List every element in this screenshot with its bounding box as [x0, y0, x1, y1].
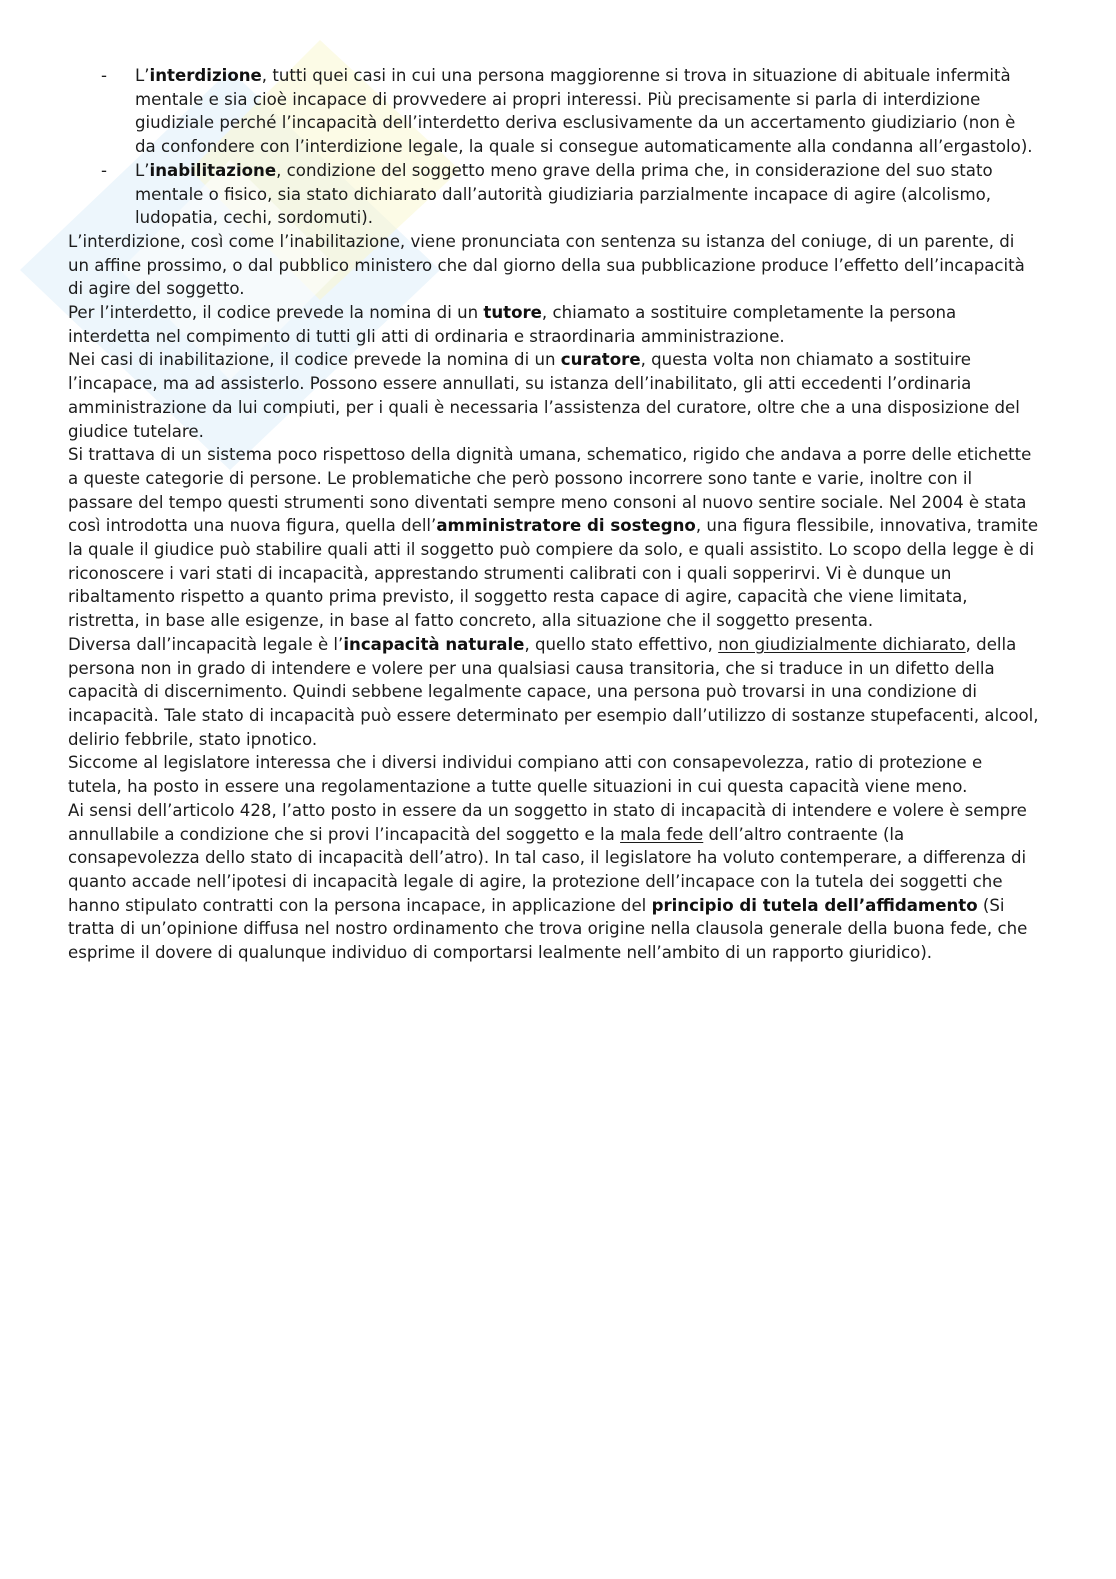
- term-curatore: curatore: [560, 350, 641, 370]
- text-span: , della persona non in grado di intendere e volere per una qualsiasi causa transitoria, che si traduce in un difetto della capacità di discernimento. Quindi sebbene legalmente capace, una persona può trovarsi in una condizione di incapacità. Tale stato di incapacità può essere determinato per esempio dall’utilizzo di sostanze stupefacenti, alcool, delirio febbrile, stato ipnotico.: [68, 634, 1039, 749]
- paragraph-legislatore: Siccome al legislatore interessa che i diversi individui compiano atti con consapevolezza, ratio di protezione e tutela, ha posto in essere una regolamentazione a tutte quelle situazioni in cui questa capacità viene meno.: [68, 753, 983, 797]
- bullet-lead: L’: [135, 160, 150, 180]
- text-span: Per l’interdetto, il codice prevede la nomina di un: [68, 303, 484, 323]
- paragraph-tutore: [68, 301, 1040, 348]
- text-span: (Si tratta di un’opinione diffusa nel nostro ordinamento che trova origine nella clausola generale della buona fede, che esprime il dovere di qualunque individuo di comportarsi lealmente nell’ambito di un rapporto giuridico).: [68, 895, 1028, 963]
- term-tutore: tutore: [483, 303, 542, 323]
- text-span: Nei casi di inabilitazione, il codice prevede la nomina di un: [68, 350, 561, 370]
- bullet-lead: L’: [135, 66, 150, 85]
- text-span: Diversa dall’incapacità legale è l’: [68, 634, 344, 654]
- term-inabilitazione: inabilitazione: [149, 160, 277, 180]
- text-span: , quello stato effettivo,: [524, 634, 719, 654]
- bullet-list: [68, 64, 1040, 230]
- term-interdizione: interdizione: [149, 66, 262, 85]
- text-span: Si trattava di un sistema poco rispettoso della dignità umana, schematico, rigido che andava a porre delle etichette a queste categorie di persone. Le problematiche che però possono incorrere sono tante e varie, inoltre con il passare del tempo questi strumenti sono diventati sempre meno consoni al nuovo sentire sociale. Nel 2004 è stata così introdotta una nuova figura, quella dell’: [68, 445, 1032, 536]
- bullet-text: , tutti quei casi in cui una persona maggiorenne si trova in situazione di abituale infermità mentale e sia cioè incapace di provvedere ai propri interessi. Più precisamente si parla di interdizione giudiziale perché l’incapacità dell’interdetto deriva esclusivamente da un accertamento giudiziario (non è da confondere con l’interdizione legale, la quale si consegue automaticamente alla condanna all’ergastolo).: [135, 66, 1033, 157]
- text-span: Ai sensi dell’articolo 428, l’atto posto in essere da un soggetto in stato di incapacità di intendere e volere è sempre annullabile a condizione che si provi l’incapacità del soggetto e la: [68, 800, 1027, 844]
- text-span: , chiamato a sostituire completamente la persona interdetta nel compimento di tutti gli atti di ordinaria e straordinaria amministrazione.: [68, 303, 957, 346]
- term-amministratore-di-sostegno: amministratore di sostegno: [436, 516, 696, 536]
- paragraph-incapacita-naturale: [68, 633, 1040, 752]
- paragraph-pronuncia: L’interdizione, così come l’inabilitazione, viene pronunciata con sentenza su istanza del coniuge, di un parente, di un affine prossimo, o dal pubblico ministero che dal giorno della sua pubblicazione produce l’effetto dell’incapacità di agire del soggetto.: [68, 231, 1025, 299]
- text-span: , questa volta non chiamato a sostituire l’incapace, ma ad assisterlo. Possono essere annullati, su istanza dell’inabilitato, gli atti eccedenti l’ordinaria amministrazione da lui compiuti, per i quali è necessaria l’assistenza del curatore, oltre che a una disposizione del giudice tutelare.: [68, 350, 1020, 441]
- paragraph-articolo-428: [68, 799, 1040, 965]
- bullet-dash: -: [101, 160, 107, 180]
- term-principio-affidamento: principio di tutela dell’affidamento: [651, 895, 978, 915]
- underlined-mala-fede: mala fede: [620, 824, 704, 844]
- paragraph-curatore: [68, 348, 1040, 443]
- bullet-dash: -: [101, 66, 107, 85]
- bullet-interdizione: [68, 64, 1040, 159]
- bullet-text: , condizione del soggetto meno grave della prima che, in considerazione del suo stato mentale o fisico, sia stato dichiarato dall’autorità giudiziaria parzialmente incapace di agire (alcolismo, ludopatia, cechi, sordomuti).: [135, 160, 993, 228]
- text-span: , una figura flessibile, innovativa, tramite la quale il giudice può stabilire quali atti il soggetto può compiere da solo, e quali assistito. Lo scopo della legge è di riconoscere i vari stati di incapacità, apprestando strumenti calibrati con i quali sopperirvi. Vi è dunque un ribaltamento rispetto a quanto prima previsto, il soggetto resta capace di agire, capacità che viene limitata, ristretta, in base alle esigenze, in base al fatto concreto, alla situazione che il soggetto presenta.: [68, 516, 1039, 631]
- text-span: dell’altro contraente (la consapevolezza dello stato di incapacità dell’atro). In tal caso, il legislatore ha voluto contemperare, a differenza di quanto accade nell’ipotesi di incapacità legale di agire, la protezione dell’incapace con la tutela dei soggetti che hanno stipulato contratti con la persona incapace, in applicazione del: [68, 824, 1027, 915]
- term-incapacita-naturale: incapacità naturale: [343, 634, 525, 654]
- bullet-inabilitazione: [68, 159, 1040, 230]
- paragraph-amministratore: [68, 443, 1040, 633]
- underlined-non-giudizialmente: non giudizialmente dichiarato: [718, 634, 966, 654]
